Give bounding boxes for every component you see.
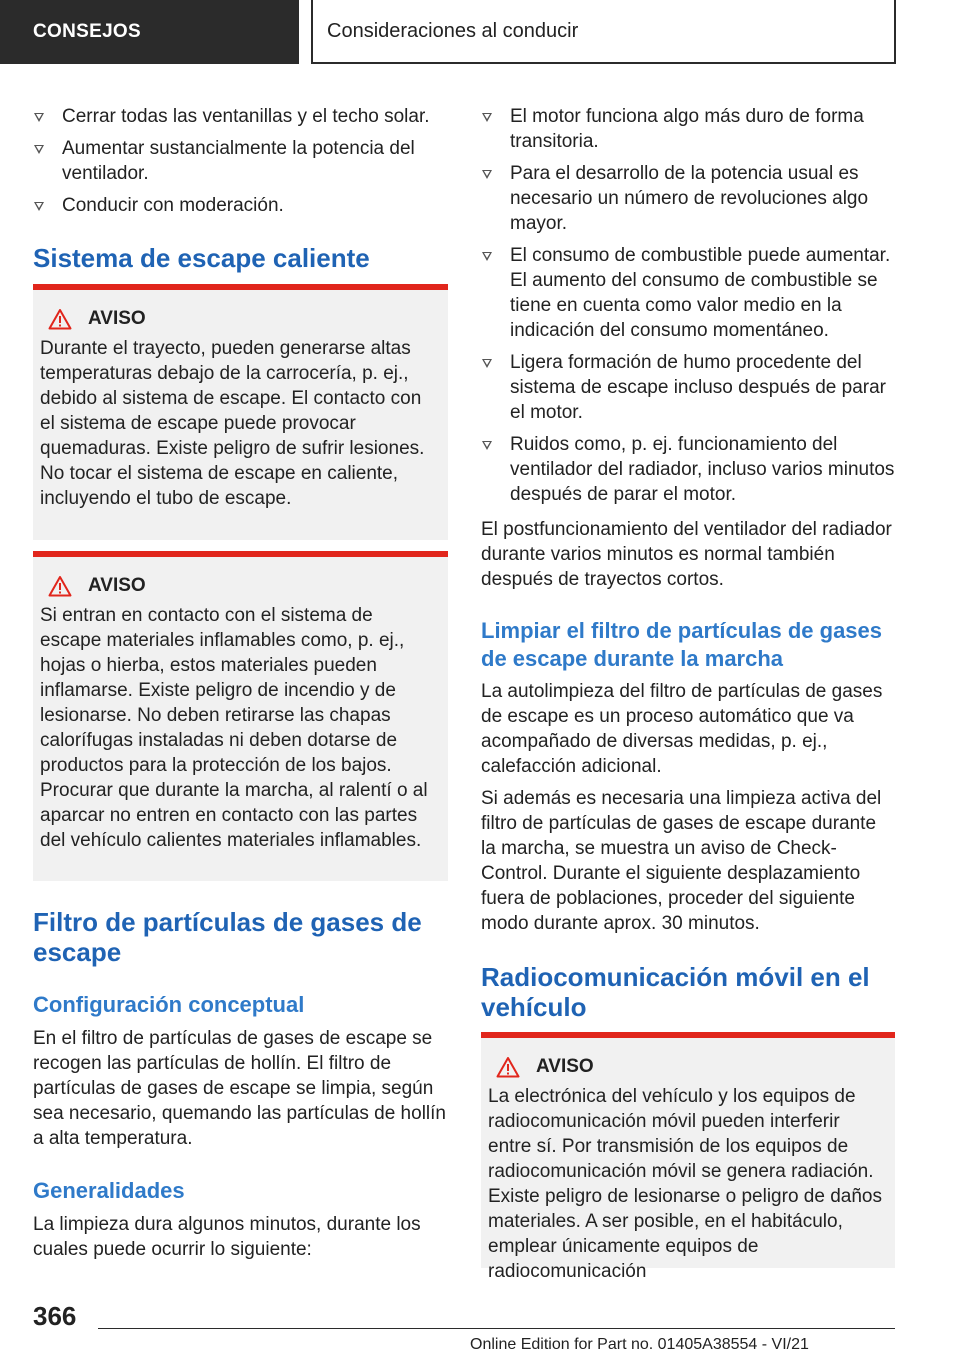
list-item: Conducir con moderación.	[33, 193, 448, 218]
clean-text-1: La autolimpieza del filtro de partículas de gases de escape es un proceso automático que va acompañado de diversas medidas, p. ej., calefacción adicional.	[481, 681, 883, 777]
exhaust-heading: Sistema de escape caliente	[33, 243, 370, 273]
triangle-bullet-icon	[482, 113, 492, 122]
radio-heading: Radiocomunicación móvil en el vehículo	[481, 962, 870, 1022]
concept-text: En el filtro de partículas de gases de escape se recogen las partículas de hollín. El filtro de partículas de gases de escape se limpia, según sea necesario, quemando las partículas de hollín a alta temperatura.	[33, 1028, 446, 1149]
triangle-bullet-icon	[34, 202, 44, 211]
list-item: El motor funciona algo más duro de forma transitoria.	[481, 104, 895, 154]
list-item: Cerrar todas las ventanillas y el techo solar.	[33, 104, 448, 129]
footer-divider	[98, 1328, 895, 1329]
postrun-text: El postfuncionamiento del ventilador del radiador durante varios minutos es normal también después de trayectos cortos.	[481, 519, 892, 590]
edition-text: Online Edition for Part no. 01405A38554 - VI/21	[470, 1336, 809, 1353]
clean-text-2: Si además es necesaria una limpieza activa del filtro de partículas de gases de escape durante la marcha, se muestra un aviso de Check-Control. Durante el siguiente desplazamiento fuera de poblaciones, proceder del siguiente modo durante aprox. 30 minutos.	[481, 788, 882, 934]
warning-triangle-icon	[48, 575, 72, 597]
triangle-bullet-icon	[482, 359, 492, 368]
list-item: El consumo de combustible puede aumentar. El aumento del consumo de combustible se tiene en cuenta como valor medio en la indicación del consumo momentáneo.	[481, 243, 895, 343]
list-item: Aumentar sustancialmente la potencia del ventilador.	[33, 136, 448, 186]
triangle-bullet-icon	[482, 441, 492, 450]
general-text: La limpieza dura algunos minutos, durante los cuales puede ocurrir lo siguiente:	[33, 1214, 421, 1260]
warning-box-fire	[33, 551, 448, 881]
warning-header	[488, 1056, 885, 1078]
left-bullet-list	[33, 104, 448, 225]
warning-text: Durante el trayecto, pueden generarse altas temperaturas debajo de la carrocería, p. ej., debido al sistema de escape. El contacto con el sistema de escape puede provocar quemaduras. Existe peligro de sufrir lesiones. No tocar el sistema de escape en caliente, incluyendo el tubo de escape.	[40, 338, 425, 509]
warning-box-radio	[481, 1032, 895, 1282]
warning-box-heat	[33, 284, 448, 540]
warning-header	[40, 575, 438, 597]
list-item: Ligera formación de humo procedente del sistema de escape incluso después de parar el motor.	[481, 350, 895, 425]
chapter-title: Consideraciones al conducir	[311, 0, 896, 64]
list-item: Para el desarrollo de la potencia usual es necesario un número de revoluciones algo mayor.	[481, 161, 895, 236]
list-item: Ruidos como, p. ej. funcionamiento del ventilador del radiador, incluso varios minutos después de parar el motor.	[481, 432, 895, 507]
warning-label: AVISO	[88, 308, 146, 329]
warning-text: Si entran en contacto con el sistema de escape materiales inflamables como, p. ej., hojas o hierba, estos materiales pueden inflamarse. Existe peligro de incendio y de lesionarse. No deben retirarse las chapas calorífugas instaladas ni deben dotarse de productos para la protección de los bajos. Procurar que durante la marcha, al ralentí o al aparcar no entren en contacto con las partes del vehículo calientes materiales inflamables.	[40, 605, 428, 851]
warning-header	[40, 308, 438, 330]
page-header	[0, 0, 960, 66]
triangle-bullet-icon	[482, 170, 492, 179]
triangle-bullet-icon	[34, 113, 44, 122]
concept-heading: Configuración conceptual	[33, 992, 305, 1017]
filter-heading: Filtro de partículas de gases de escape	[33, 907, 422, 967]
triangle-bullet-icon	[482, 252, 492, 261]
warning-label: AVISO	[536, 1056, 594, 1077]
warning-triangle-icon	[496, 1056, 520, 1078]
general-heading: Generalidades	[33, 1178, 185, 1203]
warning-text: La electrónica del vehículo y los equipos de radiocomunicación móvil pueden interferir entre sí. Por transmisión de los equipos de radiocomunicación móvil se genera radiación. Existe peligro de lesionarse o peligro de daños materiales. A ser posible, en el habitáculo, emplear únicamente equipos de radiocomunicación	[488, 1086, 882, 1282]
right-bullet-list	[481, 104, 895, 514]
warning-label: AVISO	[88, 575, 146, 596]
warning-triangle-icon	[48, 308, 72, 330]
section-tab: CONSEJOS	[0, 0, 299, 64]
clean-heading: Limpiar el filtro de partículas de gases de escape durante la marcha	[481, 618, 883, 671]
triangle-bullet-icon	[34, 145, 44, 154]
page-number: 366	[33, 1301, 77, 1331]
